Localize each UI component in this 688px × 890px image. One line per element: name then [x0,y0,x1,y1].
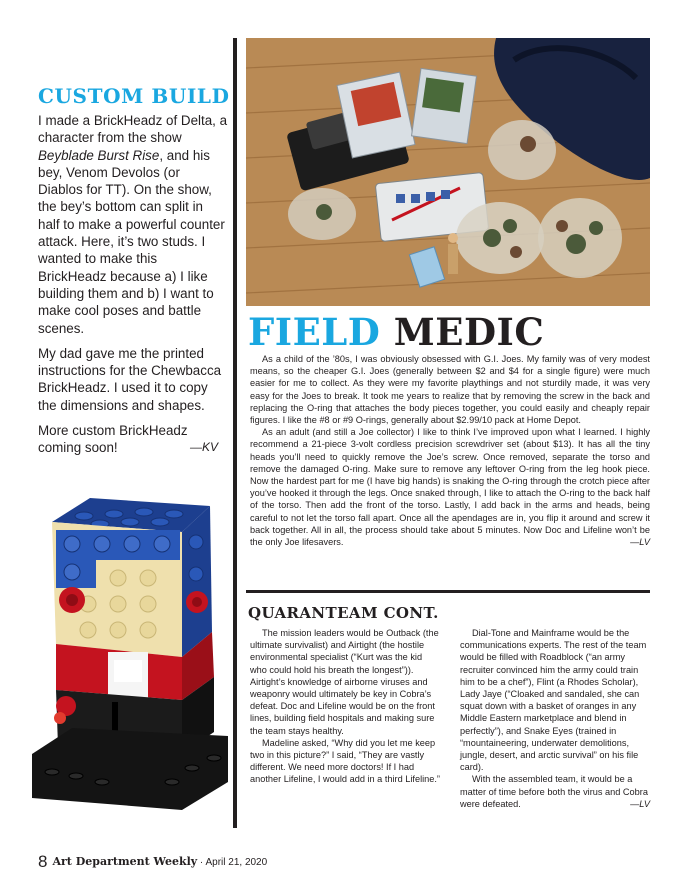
quaranteam-left-paragraph-2: Madeline asked, “Why did you let me keep two in this picture?” I said, “They are vastly different. We need more doctors! If I had another Lifeline, I would add in a third Lifeline.” [250,737,440,785]
field-medic-p2-text: As an adult (and still a Joe collector) I like to think I’ve improved upon what I learned. I highly recommend a 21-piece 3-volt cordless precision screwdriver set (about $13). It has all the tiny heads you’ll need to quickly remove the Joe’s screw. Once removed, separate the torso and remove the damaged O-ring. Make sure to remove any leftover O-ring from the leg hook piece. Now the hardest part for me (I have big hands) is snaking the O-ring through the crotch piece after you’ve hooked it through the legs. Once snaked through, I like to attach the O-ring to the back half of the torso. Then add the front of the torso. Lastly, I add back in the arms and heads, being careful to not let the torso fall apart. Once all the apendages are in, you flip it around and screw it back together. All in all, the process should take about 5 minutes. Now Doc and Lifeline won’t be the only Joe lifesavers. [250,427,650,548]
field-medic-paragraph-1: As a child of the ’80s, I was obviously obsessed with G.I. Joes. My family was of very modest means, so the cheaper G.I. Joes (generally between $2 and $4 for a single figure) were much easier for me to collect. As they were my favorite playthings and not sturdily made, it was very easy for the Joes to break. It took me years to realize that by removing the screw in the back and replacing the O-ring that attaches the body pieces together, you could easily and cheaply repair figures. I like the #8 or #9 O-rings, generally about $2.99/10 pack at Home Depot. [250,354,650,426]
publication-name: Art Department Weekly [52,855,198,868]
field-medic-title [248,310,544,354]
quaranteam-right-paragraph-2 [460,773,650,810]
custom-build-p1-text-b: , and his bey, Venom Devolos (or Diablos for TT). On the show, the bey’s bottom can split in half to make a powerful counter attack. Here, it’s two studs. I wanted to make this BrickHeadz because a) I like building them and b) I want to make cool poses and battle scenes. [38,147,225,336]
quaranteam-left-paragraph-1: The mission leaders would be Outback (the ultimate survivalist) and Airtight (the hostile environmental specialist (“Kurt was the kid who could hold his breath the longest”)). Airtight’s knowledge of airborne viruses and weaponry would ultimately be key in Cobra’s defeat. Doc and Lifeline would be on the front lines, building field hospitals and making sure the team stays healthy. [250,628,439,736]
field-medic-body [250,353,650,548]
custom-build-paragraph-2: My dad gave me the printed instructions for the Chewbacca BrickHeadz. I used it to copy the dimensions and shapes. [38,345,222,413]
vertical-divider [233,38,237,828]
quaranteam-right-p2-text: With the assembled team, it would be a matter of time before both the virus and Cobra were defeated. [460,774,648,809]
quaranteam-left-column [250,627,440,786]
custom-build-p1-text-a: I made a BrickHeadz of Delta, a character from the show [38,113,228,146]
quaranteam-signature: —LV [630,798,650,809]
field-medic-signature: —LV [630,537,650,548]
quaranteam-right-column [460,627,650,810]
custom-build-p3-text: More custom BrickHeadz coming soon! [38,423,188,456]
custom-build-body [38,112,228,465]
page-footer [38,852,267,872]
brickheadz-photo [32,492,232,822]
quaranteam-title: QUARANTEAM CONT. [248,604,439,622]
quaranteam-right-paragraph-1: Dial-Tone and Mainframe would be the communications experts. The rest of the team would be filled with Roadblock (“an army recruiter convinced him the army could train him to be a chef”), Flint (a Rhodes Scholar), Lady Jaye (“Cloaked and sandaled, she can squat down with a basket of oranges in any Middle Eastern marketplace and blend in perfectly”), and Snake Eyes (trained in “mountaineering, underwater demolitions, jungle, desert, and arctic survival” on his file card). [460,628,647,773]
show-title: Beyblade Burst Rise [38,147,160,163]
section-divider [246,590,650,593]
field-medic-title-word-2: MEDIC [393,310,545,354]
custom-build-paragraph-1 [38,112,228,337]
field-medic-paragraph-2 [250,426,650,548]
custom-build-signature: —KV [189,440,218,455]
page-number: 8 [38,852,48,871]
custom-build-paragraph-3 [38,422,228,457]
publication-date: · April 21, 2020 [197,857,268,868]
top-photo [246,38,650,306]
custom-build-title: CUSTOM BUILD [38,84,230,108]
field-medic-title-word-1: FIELD [248,310,381,354]
